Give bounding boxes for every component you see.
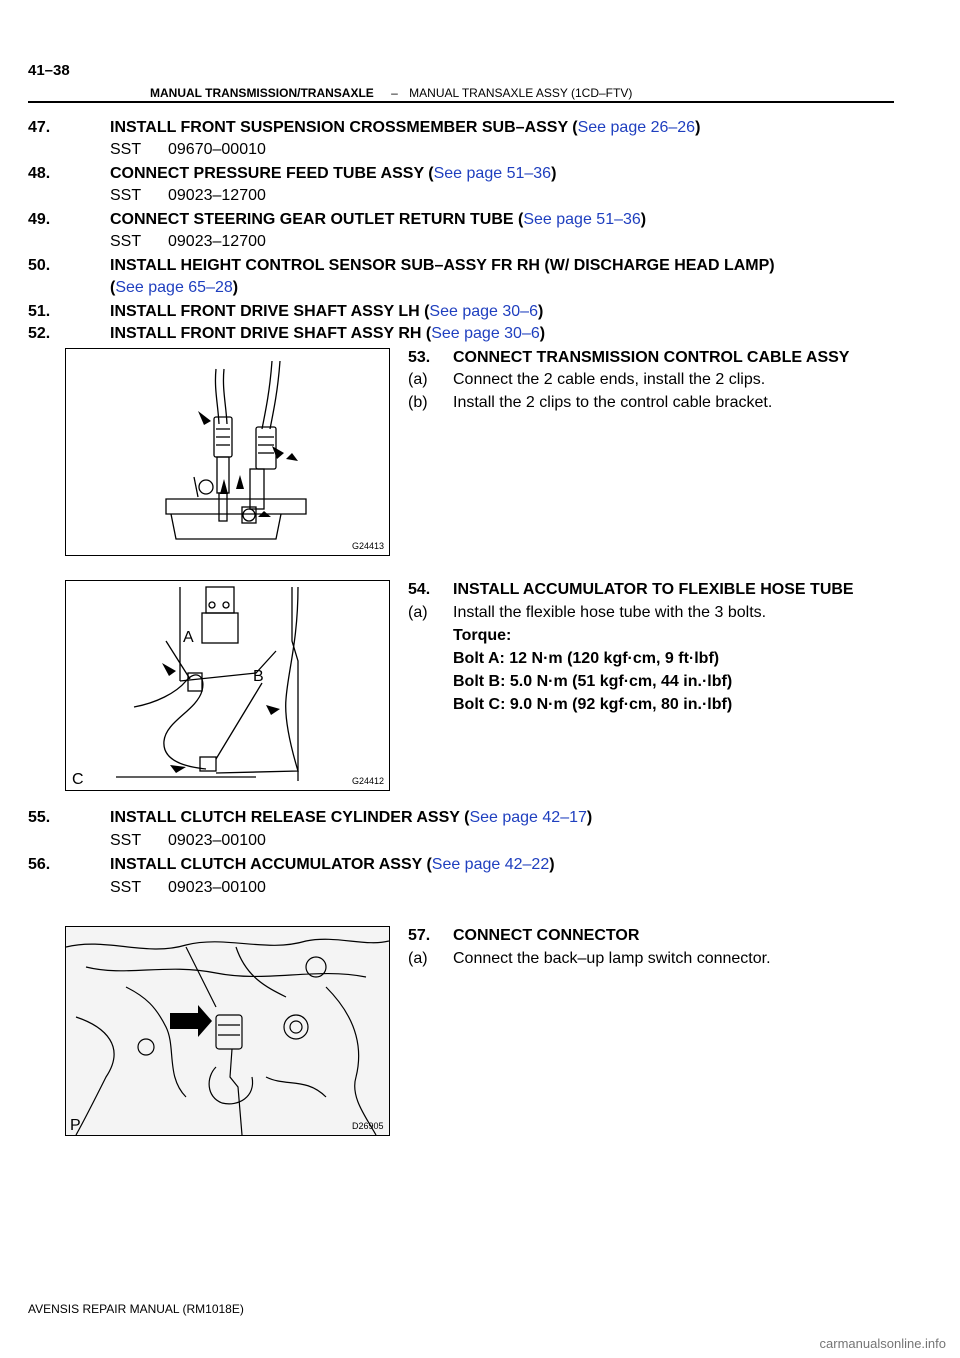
step-54-a [408, 603, 766, 623]
step-51 [28, 302, 543, 322]
step-title: CONNECT CONNECTOR [453, 927, 640, 944]
step-title: CONNECT PRESSURE FEED TUBE ASSY ( [110, 165, 434, 182]
paren: ) [695, 119, 701, 136]
step-53-a [408, 370, 765, 390]
step-number: 52. [28, 325, 51, 342]
step-title: INSTALL HEIGHT CONTROL SENSOR SUB–ASSY FR RH (W/ DISCHARGE HEAD LAMP) [110, 257, 775, 274]
paren: ) [551, 165, 557, 182]
step-number: 47. [28, 119, 51, 136]
sub-label: (a) [408, 371, 428, 388]
label-b: B [253, 668, 264, 685]
paren: ) [640, 211, 647, 228]
connector-illustration [66, 927, 389, 1135]
step-title: CONNECT TRANSMISSION CONTROL CABLE ASSY [453, 349, 850, 366]
see-page-link[interactable]: See page 51–36 [523, 211, 641, 228]
step-54 [408, 580, 854, 600]
sst-line [110, 232, 266, 252]
figure-control-cable [65, 348, 390, 556]
label-p: P [70, 1117, 81, 1134]
paren: ) [539, 325, 546, 342]
step-title: CONNECT STEERING GEAR OUTLET RETURN TUBE ( [110, 211, 524, 228]
step-48 [28, 164, 556, 184]
step-57-a [408, 949, 771, 969]
torque-bolt-b: Bolt B: 5.0 N·m (51 kgf·cm, 44 in.·lbf) [453, 673, 733, 690]
torque-bolt-c: Bolt C: 9.0 N·m (92 kgf·cm, 80 in.·lbf) [453, 696, 733, 713]
manual-footer: AVENSIS REPAIR MANUAL (RM1018E) [28, 1302, 244, 1316]
header-rule [28, 101, 894, 103]
section-title: MANUAL TRANSMISSION/TRANSAXLE [150, 86, 374, 100]
torque-label: Torque: [453, 627, 512, 644]
arrow-icon [170, 1005, 212, 1037]
sst-value: 09023–12700 [168, 187, 266, 204]
sst-line [110, 186, 266, 206]
step-number: 57. [408, 927, 431, 944]
arrow-icon [198, 411, 298, 517]
figure-code: G24413 [352, 541, 385, 551]
step-53-b [408, 393, 772, 413]
see-page-link[interactable]: See page 30–6 [429, 303, 538, 320]
see-page-link[interactable]: See page 51–36 [433, 165, 552, 182]
sub-text: Install the flexible hose tube with the 3 bolts. [453, 604, 767, 621]
step-50 [28, 256, 775, 276]
label-a: A [183, 629, 194, 646]
step-number: 50. [28, 257, 51, 274]
header-separator: – [391, 86, 398, 100]
sst-label: SST [110, 233, 142, 250]
section-header [150, 86, 632, 100]
sst-label: SST [110, 187, 142, 204]
step-53 [408, 348, 849, 368]
paren: ) [586, 809, 593, 826]
sst-value: 09023–00100 [168, 832, 266, 849]
sub-text: Install the 2 clips to the control cable bracket. [453, 394, 773, 411]
sst-value: 09670–00010 [168, 141, 266, 158]
subsection-title: MANUAL TRANSAXLE ASSY (1CD–FTV) [409, 86, 633, 100]
step-number: 48. [28, 165, 51, 182]
step-title: INSTALL FRONT DRIVE SHAFT ASSY RH ( [110, 325, 432, 342]
sub-label: (a) [408, 950, 428, 967]
step-52 [28, 324, 545, 344]
see-page-link[interactable]: See page 42–17 [469, 809, 587, 826]
sst-line [110, 831, 266, 851]
step-number: 53. [408, 349, 431, 366]
step-title: INSTALL FRONT SUSPENSION CROSSMEMBER SUB–ASSY ( [110, 119, 578, 136]
figure-code: G24412 [352, 776, 385, 786]
step-number: 51. [28, 303, 51, 320]
label-c: C [72, 771, 84, 788]
step-56 [28, 855, 555, 875]
paren: ) [549, 856, 555, 873]
step-title: INSTALL CLUTCH ACCUMULATOR ASSY ( [110, 856, 432, 873]
step-title: INSTALL ACCUMULATOR TO FLEXIBLE HOSE TUBE [453, 581, 854, 598]
sub-text: Connect the 2 cable ends, install the 2 clips. [453, 371, 766, 388]
step-number: 54. [408, 581, 431, 598]
see-page-link[interactable]: See page 65–28 [115, 279, 233, 296]
step-50-reference [110, 278, 238, 298]
flexible-hose-illustration [66, 581, 389, 790]
sub-label: (a) [408, 604, 428, 621]
paren: ) [537, 303, 544, 320]
watermark: carmanualsonline.info [819, 1336, 946, 1351]
see-page-link[interactable]: See page 26–26 [577, 119, 696, 136]
figure-connector [65, 926, 390, 1136]
sst-value: 09023–00100 [168, 879, 266, 896]
step-number: 55. [28, 809, 51, 826]
paren: ) [232, 279, 239, 296]
step-57 [408, 926, 639, 946]
control-cable-illustration [66, 349, 389, 555]
step-55 [28, 808, 592, 828]
figure-code: D26905 [352, 1121, 384, 1131]
step-number: 56. [28, 856, 51, 873]
figure-flexible-hose [65, 580, 390, 791]
step-title: INSTALL FRONT DRIVE SHAFT ASSY LH ( [110, 303, 430, 320]
torque-bolt-a: Bolt A: 12 N·m (120 kgf·cm, 9 ft·lbf) [453, 650, 720, 667]
page-number: 41–38 [28, 62, 70, 79]
see-page-link[interactable]: See page 42–22 [431, 856, 550, 873]
sst-label: SST [110, 141, 142, 158]
sst-line [110, 140, 266, 160]
step-title: INSTALL CLUTCH RELEASE CYLINDER ASSY ( [110, 809, 470, 826]
sub-label: (b) [408, 394, 428, 411]
sst-line [110, 878, 266, 898]
step-47 [28, 118, 700, 138]
paren: ( [110, 279, 116, 296]
step-number: 49. [28, 211, 51, 228]
see-page-link[interactable]: See page 30–6 [431, 325, 540, 342]
sst-label: SST [110, 832, 142, 849]
sst-value: 09023–12700 [168, 233, 266, 250]
sub-text: Connect the back–up lamp switch connector. [453, 950, 771, 967]
sst-label: SST [110, 879, 142, 896]
step-49 [28, 210, 646, 230]
